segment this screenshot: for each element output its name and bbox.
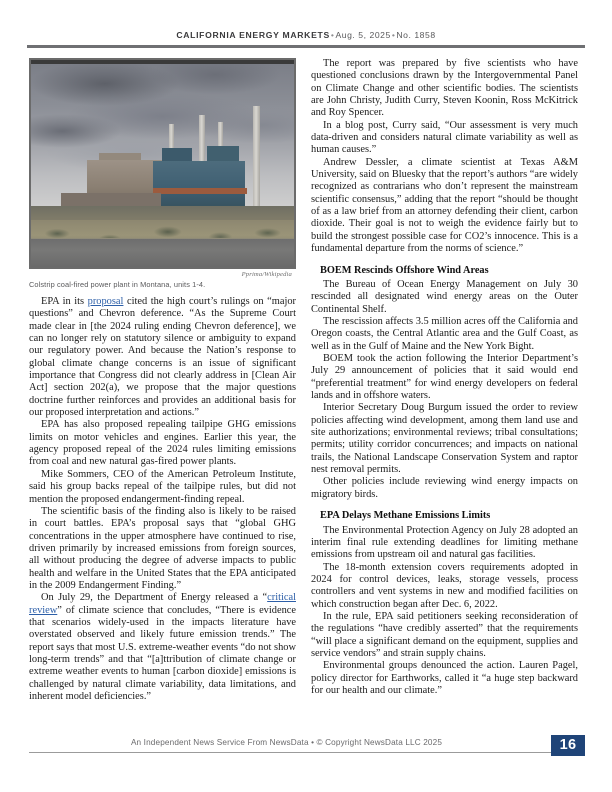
paragraph-boem-2: The rescission affects 3.5 million acres off the California and Oregon coasts, the Central Atlantic area and the Gulf Coast, as well as in the Gulf of Maine and the New York Bight.: [311, 315, 578, 352]
paragraph-migratory-birds: Other policies include reviewing wind energy impacts on migratory birds.: [311, 476, 578, 500]
page-number-badge: 16: [551, 735, 585, 756]
paragraph-five-scientists: The report was prepared by five scientists who have questioned conclusions drawn by the Intergovernmental Panel on Climate Change and other scientific bodies. The scientists are John Christy, Judith Curry, Steven Koonin, Ross McKitrick and Roy Spencer.: [311, 58, 578, 119]
colstrip-power-plant-photo: [29, 58, 296, 269]
left-column: [29, 58, 296, 703]
road-region: [31, 239, 294, 267]
header-separator-1: •: [330, 30, 335, 40]
paragraph-burgum: Interior Secretary Doug Burgum issued the order to review policies affecting wind development, among them land use and site authorizations; environmental reviews; tribal consultations; permits; utility corridor concurrences; and impacts on national trails, the National Landscape Conservation System and raptor nest removal permits.: [311, 402, 578, 476]
issue-date: Aug. 5, 2025: [335, 30, 391, 40]
subhead-boem-rescinds: BOEM Rescinds Offshore Wind Areas: [320, 264, 489, 276]
paragraph-methane-1: The Environmental Protection Agency on July 28 adopted an interim final rule extending deadlines for limiting methane emissions from upstream oil and natural gas facilities.: [311, 524, 578, 561]
paragraph-boem-3: BOEM took the action following the Interior Department’s July 29 announcement of policies that it said would end “preferential treatment” for wind energy developers on federal lands and in offshore waters.: [311, 352, 578, 401]
photo-top-edge: [31, 60, 294, 64]
text-after-link: ” of climate science that concludes, “There is evidence that scenarios widely-used in the impacts literature have overstated observed and likely future emission trends.” The report says that most U.S. extreme-weather events “do not show long-term trends” and that “[a]ttribution of climate change or extreme weather events to human [carbon dioxide] emissions is challenged by natural climate variability, data limitations, and inherent model deficiencies.”: [29, 604, 296, 702]
critical-review-link[interactable]: critical review: [29, 592, 296, 616]
plant-building-blue: [153, 161, 245, 208]
page-header: [27, 30, 585, 40]
text-before-link: EPA in its: [41, 296, 88, 307]
text-after-link: cited the high court’s rulings on “major questions” and Chevron deference. “As the Supreme Court made clear in [the 2024 ruling ending Chevron deference], we can no longer rely on statutory silence or ambiguity to expand our regulatory power. And because the Nation’s response to global climate change concerns is an issue of significant importance that Congress did not clearly address in [Clean Air Act] section 202(a), we propose that the major questions doctrine further reinforces and provides an additional basis for our proposed interpretation and actions.”: [29, 296, 296, 419]
text-before-link: On July 29, the Department of Energy released a “: [41, 592, 268, 604]
footer-service-line: An Independent News Service From NewsData • © Copyright NewsData LLC 2025: [130, 738, 443, 747]
header-divider-rule: [27, 45, 585, 48]
paragraph-curry-blog: In a blog post, Curry said, “Our assessment is very much data-driven and considers natural climate variability as well as human causes.”: [311, 119, 578, 156]
photo-block: [29, 58, 296, 289]
paragraph-tailpipe: EPA has also proposed repealing tailpipe GHG emissions limits on motor vehicles and engines. Earlier this year, the agency proposed repeal of the 2024 rules limiting emissions from coal and new natural gas-fired power plants.: [29, 419, 296, 468]
header-line: [27, 30, 585, 40]
smokestack-tall-icon: [253, 106, 260, 208]
photo-caption: Colstrip coal-fired power plant in Montana, units 1-4.: [29, 280, 206, 289]
paragraph-boem-1: The Bureau of Ocean Energy Management on July 30 rescinded all designated wind energy areas on the Outer Continental Shelf.: [311, 278, 578, 315]
paragraph-epa-proposal: [29, 296, 296, 419]
footer-divider-rule: [29, 752, 585, 753]
paragraph-methane-3: In the rule, EPA said petitioners seeking reconsideration of the regulations “have credibly asserted” that the requirements “will place a significant demand on the equipment, supplies and service vendors” and strain supply chains.: [311, 610, 578, 659]
right-column: [311, 58, 578, 697]
paragraph-earthworks: Environmental groups denounced the action. Lauren Pagel, policy director for Earthworks, called it “a huge step backward for our health and our climate.”: [311, 660, 578, 696]
proposal-link[interactable]: proposal: [87, 296, 124, 307]
paragraph-doe-review: [29, 592, 296, 703]
paragraph-scientific-basis: The scientific basis of the finding also is likely to be raised in court battles. EPA’s proposal says that “global GHG concentrations in the upper atmosphere have continued to rise, driven primarily by increased emissions from foreign sources, all without producing the degree of adverse impacts to public health and welfare in the United States that the EPA anticipated in the 2009 Endangerment Finding.”: [29, 505, 296, 591]
publication-title: CALIFORNIA ENERGY MARKETS: [176, 30, 330, 40]
paragraph-methane-2: The 18-month extension covers requirements adopted in 2024 for control devices, leaks, storage vessels, process controllers and vent systems in new and modified facilities on which construction began after Dec. 6, 2022.: [311, 561, 578, 610]
issue-number: No. 1858: [396, 30, 436, 40]
paragraph-sommers: Mike Sommers, CEO of the American Petroleum Institute, said his group backs repeal of the tailpipe rules, but did not mention the proposed endangerment-finding repeal.: [29, 468, 296, 505]
plant-roof-red: [153, 188, 247, 194]
subhead-epa-methane: EPA Delays Methane Emissions Limits: [320, 510, 491, 522]
header-separator-2: •: [391, 30, 396, 40]
paragraph-dessler: Andrew Dessler, a climate scientist at Texas A&M University, said on Bluesky that the report’s authors “are widely recognized as contrarians who don’t represent the mainstream scientific consensus,” adding that the report “should be thought of as a law brief from an attorney defending their client, carbon dioxide. Their goal is not to weigh the evidence fairly but to build the strongest possible case for CO2’s innocence. This is a fundamental departure from the norms of science.”: [311, 156, 578, 255]
photo-credit: Pprima/Wikipedia: [241, 271, 292, 278]
